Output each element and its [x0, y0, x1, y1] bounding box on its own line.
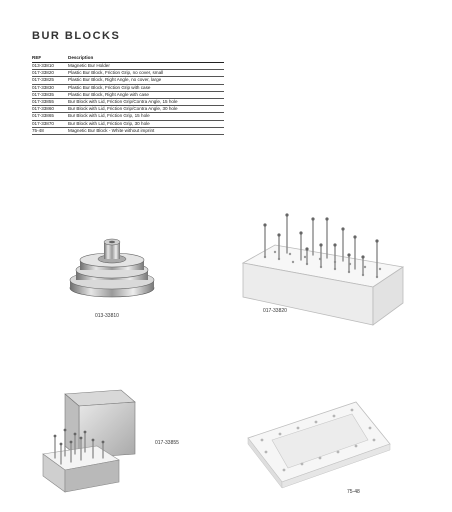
product-caption: 017-33855: [155, 440, 179, 446]
plastic-bur-block-image: [235, 205, 405, 330]
ref-cell: 017-33835: [32, 91, 68, 98]
description-column-header: Description: [68, 55, 224, 63]
ref-cell: 017-33870: [32, 120, 68, 127]
description-cell: Bur Block with Lid, Friction Grip/Contra Angle, 30 hole: [68, 106, 224, 113]
table-header-row: [32, 55, 224, 63]
ref-cell: 017-33830: [32, 84, 68, 91]
product-caption: 017-33820: [263, 308, 287, 314]
reference-table: [32, 55, 224, 135]
description-cell: Plastic Bur Block, Right Angle with case: [68, 91, 224, 98]
table-row: [32, 113, 224, 120]
description-cell: Bur Block with Lid, Friction Grip, 15 hole: [68, 113, 224, 120]
magnetic-bur-holder-image: [62, 232, 162, 304]
description-cell: Bur Block with Lid, Friction Grip, 30 hole: [68, 120, 224, 127]
ref-cell: 017-33825: [32, 77, 68, 84]
ref-cell: 013-33810: [32, 63, 68, 70]
description-cell: Plastic Bur Block, Friction Grip with case: [68, 84, 224, 91]
table-row: [32, 77, 224, 84]
ref-cell: 75-48: [32, 127, 68, 134]
description-cell: Magnetic Bur Holder: [68, 63, 224, 70]
table-row: [32, 63, 224, 70]
product-caption: 013-33810: [95, 313, 119, 319]
description-cell: Plastic Bur Block, Right Angle, no cover, large: [68, 77, 224, 84]
ref-cell: 017-33860: [32, 106, 68, 113]
ref-cell: 017-33865: [32, 113, 68, 120]
description-cell: Plastic Bur Block, Friction Grip, no cover, small: [68, 70, 224, 77]
table-row: [32, 106, 224, 113]
table-row: [32, 91, 224, 98]
table-row: [32, 127, 224, 134]
table-row: [32, 84, 224, 91]
page-title: BUR BLOCKS: [32, 30, 121, 42]
table-row: [32, 70, 224, 77]
table-row: [32, 98, 224, 105]
ref-cell: 017-33820: [32, 70, 68, 77]
magnetic-bur-block-white-image: [244, 398, 394, 490]
bur-block-with-lid-image: [35, 388, 145, 498]
ref-cell: 017-33855: [32, 98, 68, 105]
description-cell: Bur Block with Lid, Friction Grip/Contra Angle, 15 hole: [68, 98, 224, 105]
description-cell: Magnetic Bur Block - White without imprint: [68, 127, 224, 134]
ref-column-header: REF: [32, 55, 68, 63]
table-row: [32, 120, 224, 127]
product-caption: 75-48: [347, 489, 360, 495]
